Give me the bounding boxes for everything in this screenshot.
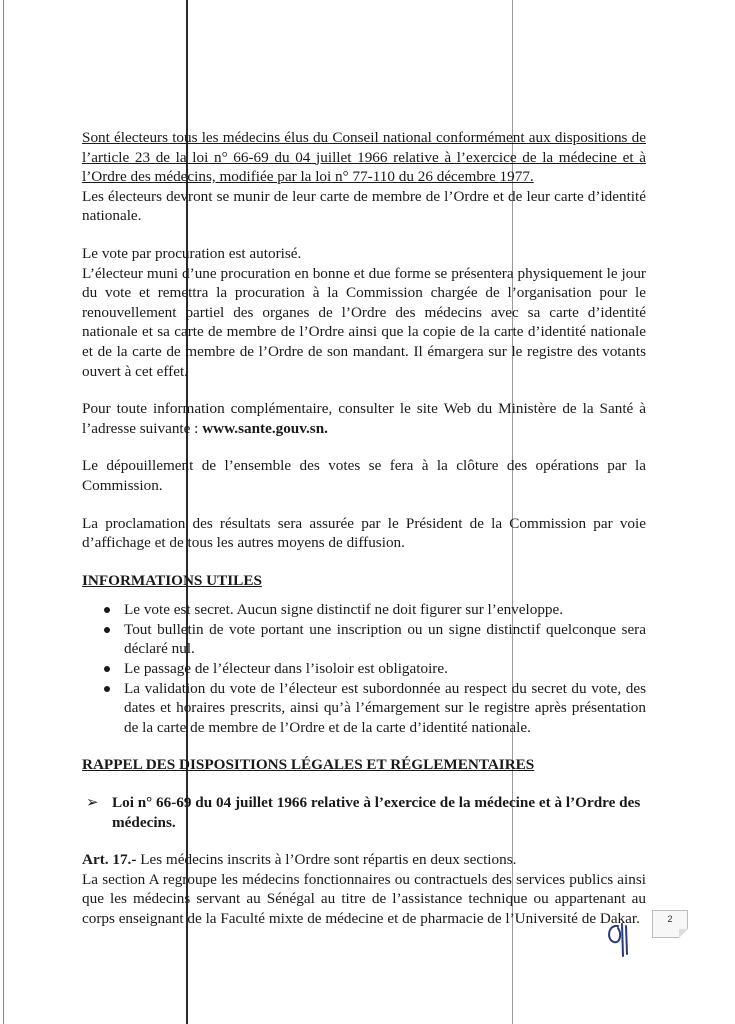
- arrow-bullet-icon: ➢: [86, 794, 99, 812]
- article-17-second: La section A regroupe les médecins fonctionnaires ou contractuels des services publics ainsi que les médecins servant au Sénégal au titre de l’assistance technique ou appartenant au corps enseignant de la Faculté mixte de médecine et de pharmacie de l’Université de Dakar.: [82, 870, 646, 927]
- list-item-text: La validation du vote de l’électeur est subordonnée au respect du secret du vote, des dates et horaires prescrits, ainsi qu’à l’émargement sur le registre après présentation de la carte de membre de l’Ordre et de la carte d’identité nationale.: [124, 679, 646, 736]
- bullet-icon: [104, 666, 110, 672]
- law-title: Loi n° 66-69 du 04 juillet 1966 relative à l’exercice de la médecine et à l’Ordre des médecins.: [112, 794, 641, 831]
- rappel-title: RAPPEL DES DISPOSITIONS LÉGALES ET RÉGLEMENTAIRES: [82, 756, 535, 774]
- paragraph-procuration-autorisee: Le vote par procuration est autorisé.: [82, 244, 302, 262]
- paragraph-procuration-details: L’électeur muni d’une procuration en bonne et due forme se présentera physiquement le jour du vote et remettra la procuration à la Commission chargée de l’organisation pour le renouvellement partiel des organes de l’Ordre des médecins avec sa carte d’identité nationale et sa carte de membre de l’Ordre ainsi que la copie de la carte d’identité nationale et de la carte de membre de l’Ordre de son mandant. Il émargera sur le registre des votants ouvert à cet effet.: [82, 264, 646, 380]
- law-reference: [82, 793, 646, 832]
- informations-utiles-title: INFORMATIONS UTILES: [82, 571, 262, 589]
- paragraph-information: [82, 399, 646, 438]
- paragraph-electeurs: Sont électeurs tous les médecins élus du Conseil national conformément aux dispositions de l’article 23 de la loi n° 66-69 du 04 juillet 1966 relative à l’exercice de la médecine et à l’Ordre des médecins, modifiée par la loi n° 77-110 du 26 décembre 1977.: [82, 129, 646, 186]
- document-body: [82, 128, 646, 929]
- information-text: Pour toute information complémentaire, consulter le site Web du Ministère de la Santé à l’adresse suivante :: [82, 400, 646, 437]
- paragraph-carte: Les électeurs devront se munir de leur carte de membre de l’Ordre et de leur carte d’identité nationale.: [82, 187, 646, 225]
- folded-corner-icon: [679, 929, 688, 938]
- list-item-text: Tout bulletin de vote portant une inscription ou un signe distinctif quelconque sera déclaré nul.: [124, 620, 646, 658]
- bullet-icon: [104, 627, 110, 633]
- page-number-tag: [652, 910, 688, 938]
- website-link[interactable]: www.sante.gouv.sn.: [202, 419, 328, 437]
- list-item: [82, 600, 646, 620]
- list-item: [82, 620, 646, 659]
- article-17-first: [82, 850, 646, 870]
- bullet-icon: [104, 607, 110, 613]
- informations-utiles-list: [82, 600, 646, 737]
- bullet-icon: [104, 686, 110, 692]
- list-item: [82, 659, 646, 679]
- page-number: 2: [667, 914, 673, 924]
- list-item-text: Le passage de l’électeur dans l’isoloir est obligatoire.: [124, 660, 448, 678]
- paragraph-depouillement: Le dépouillement de l’ensemble des votes se fera à la clôture des opérations par la Commission.: [82, 457, 646, 494]
- handwritten-initials-icon: [604, 918, 636, 958]
- list-item-text: Le vote est secret. Aucun signe distinctif ne doit figurer sur l’enveloppe.: [124, 601, 564, 619]
- list-item: [82, 679, 646, 738]
- article-first-text: Les médecins inscrits à l’Ordre sont répartis en deux sections.: [136, 851, 517, 869]
- paragraph-proclamation: La proclamation des résultats sera assurée par le Président de la Commission par voie d’affichage et de tous les autres moyens de diffusion.: [82, 514, 646, 552]
- scan-fold-line-left: [3, 0, 4, 1024]
- article-label: Art. 17.-: [82, 851, 137, 869]
